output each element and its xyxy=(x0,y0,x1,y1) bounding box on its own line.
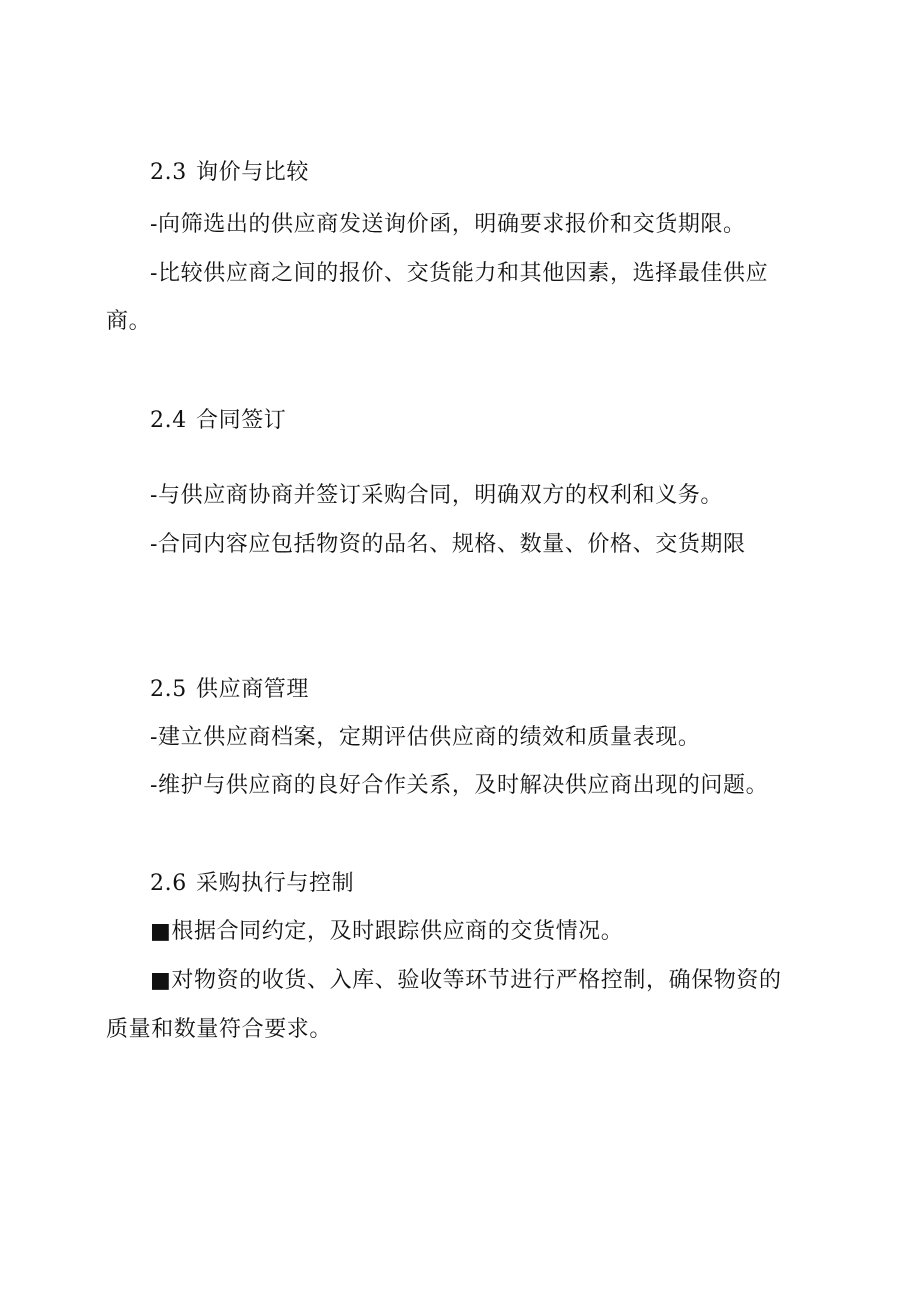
paragraph-line: -合同内容应包括物资的品名、规格、数量、价格、交货期限 xyxy=(150,532,746,557)
paragraph-line: ■对物资的收货、入库、验收等环节进行严格控制，确保物资的 xyxy=(150,968,782,993)
paragraph-line: ■根据合同约定，及时跟踪供应商的交货情况。 xyxy=(150,919,624,944)
paragraph-line: -向筛选出的供应商发送询价函，明确要求报价和交货期限。 xyxy=(150,212,746,237)
paragraph-line: -维护与供应商的良好合作关系，及时解决供应商出现的问题。 xyxy=(150,773,769,798)
section-number: 2.4 xyxy=(150,408,187,433)
section-title: 询价与比较 xyxy=(196,160,310,185)
section-heading-2-6 xyxy=(150,869,354,899)
paragraph-line: -比较供应商之间的报价、交货能力和其他因素，选择最佳供应 xyxy=(150,261,769,286)
section-heading-2-5 xyxy=(150,675,309,705)
section-heading-2-3 xyxy=(150,158,309,188)
section-number: 2.3 xyxy=(150,160,187,185)
paragraph-line: -与供应商协商并签订采购合同，明确双方的权利和义务。 xyxy=(150,483,724,508)
section-number: 2.6 xyxy=(150,871,187,896)
section-number: 2.5 xyxy=(150,677,187,702)
section-title: 合同签订 xyxy=(196,408,287,433)
paragraph-line: 质量和数量符合要求。 xyxy=(106,1017,333,1042)
paragraph-line: -建立供应商档案，定期评估供应商的绩效和质量表现。 xyxy=(150,725,701,750)
paragraph-line: 商。 xyxy=(106,309,152,334)
section-title: 供应商管理 xyxy=(196,677,310,702)
section-title: 采购执行与控制 xyxy=(196,871,355,896)
section-heading-2-4 xyxy=(150,406,286,436)
